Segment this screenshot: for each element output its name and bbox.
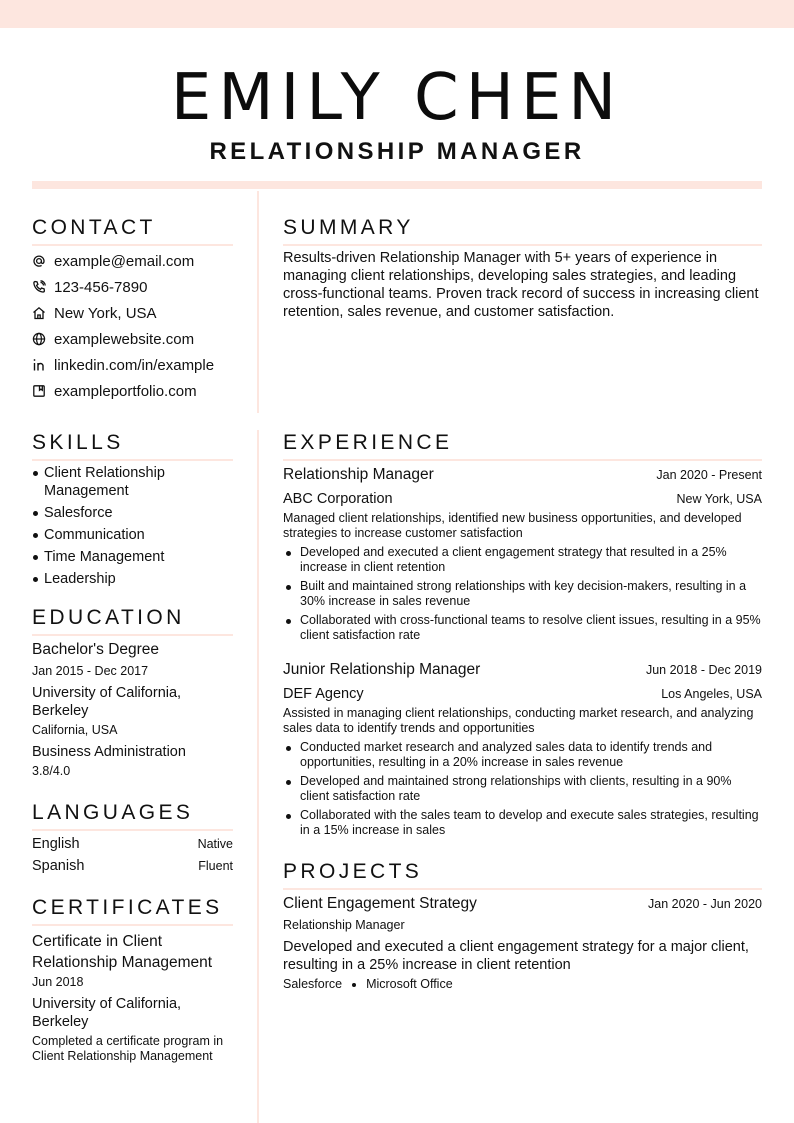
linkedin-icon [32,358,46,372]
contact-item-linkedin[interactable] [32,352,252,378]
home-icon [32,306,46,320]
contact-website-text: examplewebsite.com [54,330,195,348]
project-tag: Microsoft Office [366,977,453,991]
contact-item-location [32,300,252,326]
contact-list [32,248,252,404]
certificate-name: Certificate in Client Relationship Management [32,933,213,971]
job-description: Managed client relationships, identified new business opportunities, and developed strategies to increase customer satisfaction [283,511,742,540]
project-tags [283,977,453,992]
project-dates: Jan 2020 - Jun 2020 [648,897,762,911]
skills-heading: SKILLS [32,430,233,461]
education-location: California, USA [32,723,118,737]
experience-heading: EXPERIENCE [283,430,762,461]
language-level: Fluent [198,859,233,873]
education-school: University of California, Berkeley [32,685,182,719]
language-level: Native [197,837,233,851]
job-achievement: Developed and maintained strong relationships with clients, resulting in a 90% client satisfaction rate [283,774,762,804]
education-dates: Jan 2015 - Dec 2017 [32,664,149,678]
contact-item-website[interactable] [32,326,252,352]
contact-item-phone[interactable] [32,274,252,300]
portfolio-icon [32,384,46,398]
job-header [283,466,762,484]
contact-portfolio-text: exampleportfolio.com [54,382,197,400]
column-divider-bottom [257,430,259,1123]
education-heading: EDUCATION [32,605,233,636]
job-location: Los Angeles, USA [661,687,762,701]
job-achievements [283,740,762,842]
job-company: DEF Agency [283,686,364,702]
top-accent-bar [0,0,794,28]
job-achievement: Conducted market research and analyzed sales data to identify trends and opportunities, resulting in a 20% increase in sales revenue [283,740,762,770]
job-description: Assisted in managing client relationships, conducting market research, and analyzing sales data to identify trends and opportunities [283,706,754,735]
education-gpa: 3.8/4.0 [32,764,71,778]
job-header [283,661,762,679]
certificates-heading: CERTIFICATES [32,895,233,926]
skills-list [32,464,237,592]
job-dates: Jun 2018 - Dec 2019 [645,663,762,677]
tag-separator-dot [352,983,356,987]
contact-phone-text: 123-456-7890 [54,278,148,296]
certificate-issuer: University of California, Berkeley [32,996,182,1030]
job-achievement: Built and maintained strong relationships with key decision-makers, resulting in a 30% increase in sales revenue [283,579,762,609]
job-title: Relationship Manager [283,466,434,483]
phone-icon [32,280,46,294]
projects-heading: PROJECTS [283,859,762,890]
skill-item: Leadership [32,570,237,588]
job-company-row [283,490,762,508]
skill-item: Client Relationship Management [32,464,237,500]
contact-linkedin-text: linkedin.com/in/example [54,356,215,374]
header-divider [32,181,762,189]
contact-heading: CONTACT [32,215,233,246]
summary-heading: SUMMARY [283,215,762,246]
job-achievement: Collaborated with cross-functional teams to resolve client issues, resulting in a 95% client satisfaction rate [283,613,762,643]
project-header [283,895,762,913]
contact-item-email[interactable] [32,248,252,274]
job-achievement: Collaborated with the sales team to develop and execute sales strategies, resulting in a 15% increase in sales [283,808,762,838]
certificate-description: Completed a certificate program in Client Relationship Management [32,1034,224,1063]
language-name: Spanish [32,858,85,874]
language-row-english [32,835,233,853]
skill-item: Time Management [32,548,237,566]
project-description: Developed and executed a client engagement strategy for a major client, resulting in a 25% increase in client retention [283,939,749,973]
project-title: Client Engagement Strategy [283,895,477,912]
contact-location-text: New York, USA [54,304,157,322]
contact-email-text: example@email.com [54,252,195,270]
job-company-row [283,685,762,703]
email-icon [32,254,46,268]
column-divider-top [257,191,259,413]
job-achievement: Developed and executed a client engagement strategy that resulted in a 25% increase in client retention [283,545,762,575]
globe-icon [32,332,46,346]
education-degree: Bachelor's Degree [32,641,160,658]
education-field: Business Administration [32,744,186,760]
skill-item: Communication [32,526,237,544]
contact-item-portfolio[interactable] [32,378,252,404]
project-role: Relationship Manager [283,918,405,932]
languages-heading: LANGUAGES [32,800,233,831]
job-title: Junior Relationship Manager [283,661,481,678]
project-tag: Salesforce [283,977,343,991]
skill-item: Salesforce [32,504,237,522]
summary-text: Results-driven Relationship Manager with 5+ years of experience in managing client relationships, developing sales strategies, and leading cross-functional teams. Proven track record of success in increasing client retention, sales revenue, and customer satisfaction. [283,250,759,320]
certificate-date: Jun 2018 [32,975,84,989]
job-location: New York, USA [676,492,762,506]
candidate-title: RELATIONSHIP MANAGER [209,138,585,165]
job-achievements [283,545,762,647]
candidate-name: EMILY CHEN [170,61,624,135]
language-name: English [32,836,80,852]
job-dates: Jan 2020 - Present [656,468,762,482]
job-company: ABC Corporation [283,491,393,507]
language-row-spanish [32,857,233,875]
